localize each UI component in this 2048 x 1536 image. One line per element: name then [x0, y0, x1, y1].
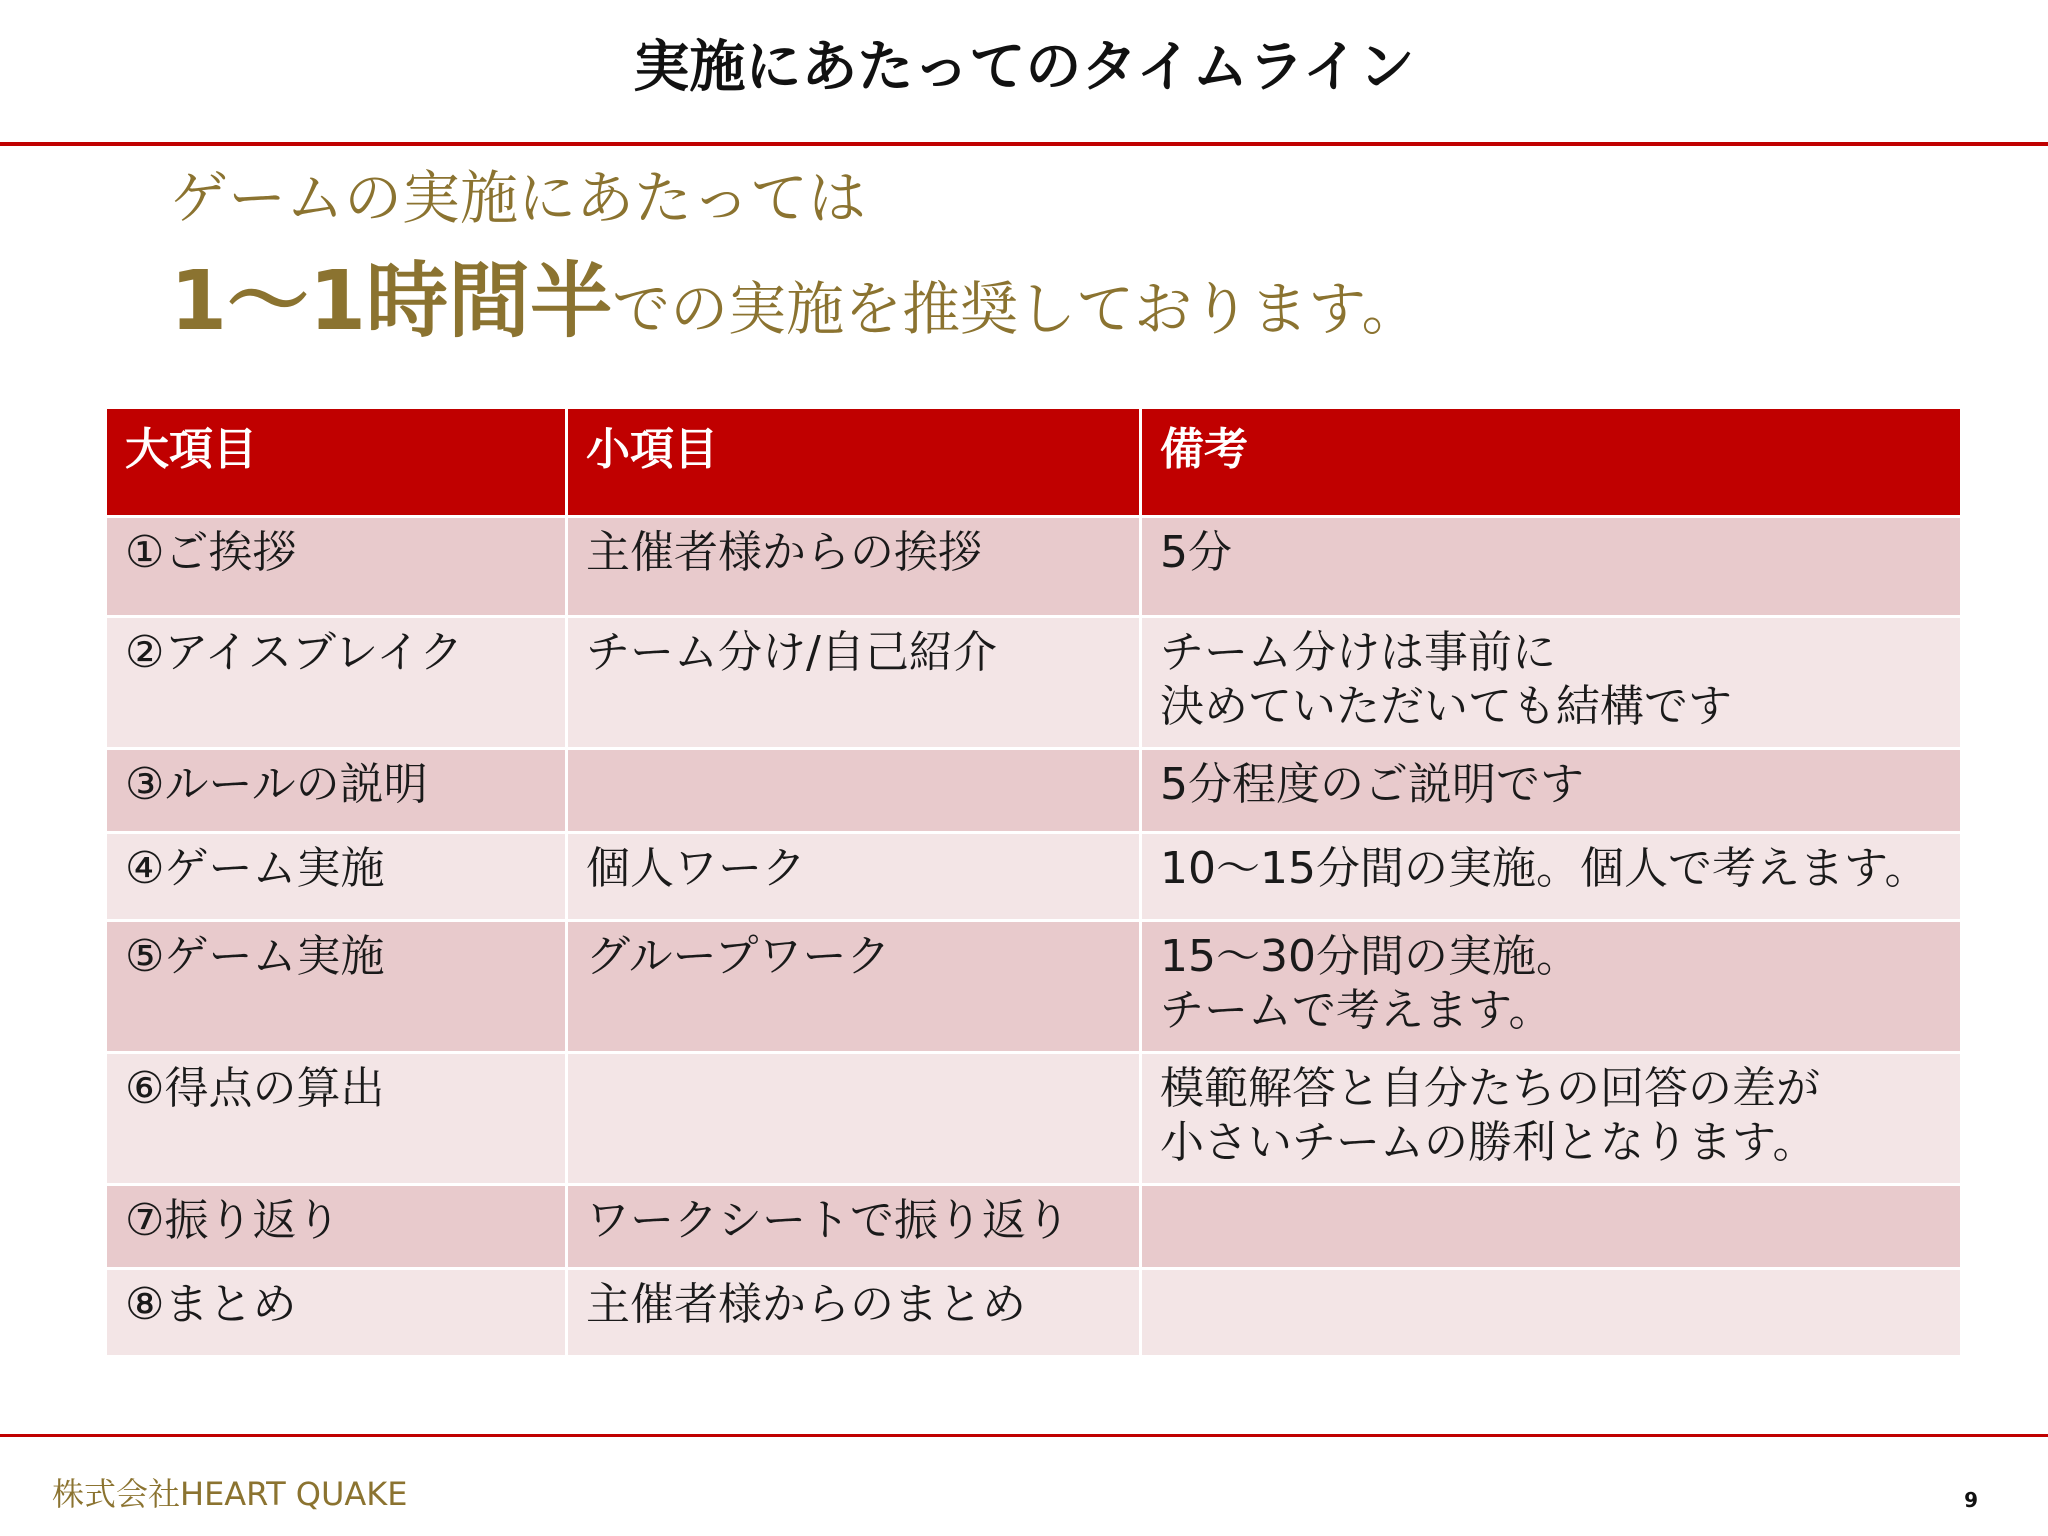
timeline-table: [104, 406, 1963, 1358]
cell-minor: ワークシートで振り返り: [567, 1185, 1141, 1269]
note-line: チーム分けは事前に: [1160, 627, 1556, 678]
cell-minor: グループワーク: [567, 921, 1141, 1053]
note-line: 模範解答と自分たちの回答の差が: [1160, 1063, 1820, 1114]
note-line: 15～30分間の実施。: [1160, 931, 1580, 982]
table-row: [106, 617, 1962, 749]
note-line: 決めていただいても結構です: [1160, 681, 1732, 732]
cell-minor: [567, 1053, 1141, 1185]
cell-major: ⑦振り返り: [106, 1185, 567, 1269]
cell-major: ①ご挨拶: [106, 517, 567, 617]
note-line: 10～15分間の実施。個人で考えます。: [1160, 843, 1929, 894]
cell-minor: [567, 749, 1141, 833]
header-minor: 小項目: [567, 408, 1141, 517]
cell-major: ④ゲーム実施: [106, 833, 567, 921]
cell-major: ②アイスブレイク: [106, 617, 567, 749]
cell-note: [1141, 1053, 1962, 1185]
cell-note: [1141, 749, 1962, 833]
note-line: チームで考えます。: [1160, 985, 1553, 1036]
lead-line-1: ゲームの実施にあたっては: [170, 164, 867, 232]
cell-major: ⑧まとめ: [106, 1269, 567, 1357]
cell-minor: 個人ワーク: [567, 833, 1141, 921]
cell-minor: チーム分け/自己紹介: [567, 617, 1141, 749]
note-line: 5分: [1160, 527, 1232, 578]
cell-major: ⑤ゲーム実施: [106, 921, 567, 1053]
slide-title: 実施にあたってのタイムライン: [633, 35, 1415, 100]
table-row: [106, 517, 1962, 617]
table-header-row: [106, 408, 1962, 517]
title-divider: [0, 142, 2048, 146]
footer-divider: [0, 1434, 2048, 1437]
cell-note: [1141, 517, 1962, 617]
company-name: 株式会社HEART QUAKE: [52, 1475, 408, 1513]
header-note: 備考: [1141, 408, 1962, 517]
note-line: 小さいチームの勝利となります。: [1160, 1117, 1817, 1168]
lead-line-2: [170, 252, 1420, 374]
cell-minor: 主催者様からのまとめ: [567, 1269, 1141, 1357]
cell-note: [1141, 617, 1962, 749]
table-row: [106, 749, 1962, 833]
table-row: [106, 1269, 1962, 1357]
cell-note: [1141, 1269, 1962, 1357]
header-major: 大項目: [106, 408, 567, 517]
cell-minor: 主催者様からの挨拶: [567, 517, 1141, 617]
table-row: [106, 1053, 1962, 1185]
table-row: [106, 833, 1962, 921]
cell-note: [1141, 833, 1962, 921]
lead-emphasis: 1～1時間半: [170, 254, 613, 349]
page-number: 9: [1964, 1488, 1978, 1512]
cell-major: ⑥得点の算出: [106, 1053, 567, 1185]
cell-note: [1141, 921, 1962, 1053]
cell-major: ③ルールの説明: [106, 749, 567, 833]
lead-rest: での実施を推奨しております。: [612, 275, 1420, 343]
table-row: [106, 921, 1962, 1053]
note-line: 5分程度のご説明です: [1160, 759, 1584, 810]
cell-note: [1141, 1185, 1962, 1269]
table-row: [106, 1185, 1962, 1269]
